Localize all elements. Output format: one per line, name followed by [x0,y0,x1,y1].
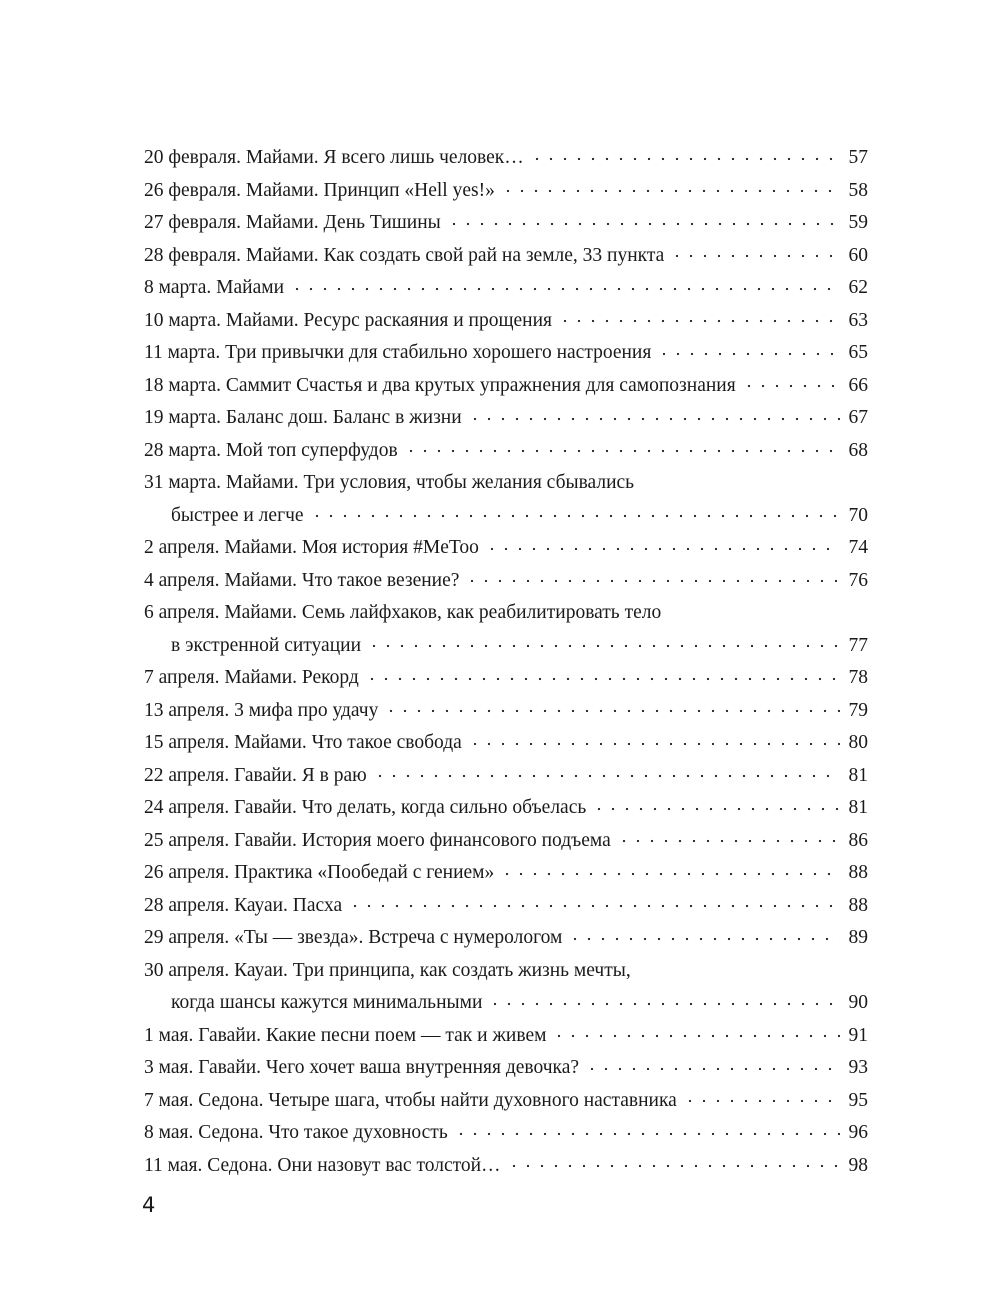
toc-entry-title: 27 февраля. Майами. День Тишины [144,212,441,233]
toc-entry [144,467,868,532]
toc-entry [144,857,868,890]
dot-leader [452,1122,840,1142]
dot-leader [365,634,840,654]
toc-entry-second-line [144,500,868,533]
toc-entry-continuation: в экстренной ситуации [171,634,362,656]
toc-entry-page: 81 [848,797,868,818]
toc-entry [144,142,868,175]
toc-entry-page: 76 [848,569,868,591]
dot-leader [556,309,840,329]
toc-entry-continuation: когда шансы кажутся минимальными [171,992,483,1013]
toc-entry-title: 10 марта. Майами. Ресурс раскаяния и прощения [144,309,552,331]
toc-entry-page: 96 [848,1122,868,1143]
toc-entry [144,890,868,923]
dot-leader [288,277,840,297]
toc-entry-page: 98 [848,1154,868,1176]
toc-entry-title: 30 апреля. Кауаи. Три принципа, как создать жизнь мечты, [144,959,631,981]
toc-entry-title: 18 марта. Саммит Счастья и два крутых упражнения для самопознания [144,374,736,396]
dot-leader [583,1057,840,1077]
dot-leader [590,797,840,817]
toc-entry-title: 28 февраля. Майами. Как создать свой рай на земле, 33 пункта [144,244,665,266]
toc-entry [144,435,868,468]
dot-leader [566,927,840,947]
toc-entry-page: 66 [848,374,868,396]
toc-entry-title: 11 марта. Три привычки для стабильно хорошего настроения [144,342,652,363]
toc-entry-page: 74 [848,537,868,558]
toc-entry-page: 89 [848,927,868,948]
toc-entry [144,532,868,565]
dot-leader [505,1154,840,1174]
toc-entry [144,565,868,598]
dot-leader [382,699,840,719]
dot-leader [615,829,840,849]
toc-entry-title: 7 мая. Седона. Четыре шага, чтобы найти духовного наставника [144,1089,677,1111]
toc-entry [144,662,868,695]
dot-leader [486,992,840,1012]
dot-leader [668,244,840,264]
toc-entry [144,597,868,662]
toc-entry [144,1052,868,1085]
dot-leader [346,894,840,914]
toc-entry [144,337,868,370]
dot-leader [499,179,840,199]
toc-entry [144,305,868,338]
toc-entry [144,175,868,208]
toc-entry [144,1085,868,1118]
toc-entry-page: 91 [848,1024,868,1046]
dot-leader [402,439,840,459]
toc-entry-title: 15 апреля. Майами. Что такое свобода [144,732,462,753]
toc-entry-page: 68 [848,439,868,461]
dot-leader [445,212,840,232]
toc-entry [144,825,868,858]
toc-entry-page: 58 [848,179,868,201]
toc-entry-page: 79 [848,699,868,721]
toc-entry-page: 62 [848,277,868,298]
dot-leader [466,732,840,752]
dot-leader [483,537,840,557]
toc-entry-first-line [144,955,868,988]
dot-leader [550,1024,840,1044]
toc-entry-page: 95 [848,1089,868,1111]
toc-entry-title: 3 мая. Гавайи. Чего хочет ваша внутренняя девочка? [144,1057,580,1078]
toc-entry-page: 80 [848,732,868,753]
toc-entry-title: 1 мая. Гавайи. Какие песни поем — так и живем [144,1024,547,1046]
toc-entry-page: 77 [848,634,868,656]
toc-entry-page: 57 [848,147,868,168]
table-of-contents [144,142,868,1182]
dot-leader [498,862,840,882]
toc-entry-page: 63 [848,309,868,331]
toc-entry [144,955,868,1020]
dot-leader [371,764,840,784]
dot-leader [740,374,840,394]
dot-leader [466,407,840,427]
toc-entry [144,792,868,825]
toc-entry-title: 22 апреля. Гавайи. Я в раю [144,764,367,786]
toc-entry-page: 70 [848,504,868,526]
toc-entry-first-line [144,597,868,630]
toc-entry-title: 29 апреля. «Ты — звезда». Встреча с нумерологом [144,927,563,948]
toc-entry [144,695,868,728]
toc-entry-title: 13 апреля. 3 мифа про удачу [144,699,379,721]
dot-leader [463,569,840,589]
toc-entry-page: 88 [848,862,868,883]
toc-entry [144,922,868,955]
toc-entry-title: 8 марта. Майами [144,277,285,298]
toc-entry-page: 65 [848,342,868,363]
toc-entry-title: 28 марта. Мой топ суперфудов [144,439,398,461]
toc-entry [144,760,868,793]
toc-entry-second-line [144,630,868,663]
toc-entry-title: 7 апреля. Майами. Рекорд [144,667,359,688]
toc-entry-title: 6 апреля. Майами. Семь лайфхаков, как реабилитировать тело [144,602,662,623]
toc-entry-title: 20 февраля. Майами. Я всего лишь человек… [144,147,524,168]
toc-entry-title: 4 апреля. Майами. Что такое везение? [144,569,460,591]
toc-entry-title: 24 апреля. Гавайи. Что делать, когда сильно объелась [144,797,587,818]
toc-entry [144,1117,868,1150]
toc-entry-title: 31 марта. Майами. Три условия, чтобы желания сбывались [144,472,635,493]
toc-entry-title: 26 февраля. Майами. Принцип «Hell yes!» [144,179,495,201]
toc-entry [144,402,868,435]
toc-entry [144,240,868,273]
toc-entry-page: 67 [848,407,868,428]
toc-entry-second-line [144,987,868,1020]
toc-entry-title: 19 марта. Баланс дош. Баланс в жизни [144,407,462,428]
dot-leader [308,504,840,524]
page-number: 4 [142,1193,156,1217]
dot-leader [681,1089,840,1109]
toc-entry-page: 60 [848,244,868,266]
toc-entry-page: 86 [848,829,868,851]
toc-entry-title: 26 апреля. Практика «Пообедай с гением» [144,862,495,883]
toc-entry-first-line [144,467,868,500]
toc-entry [144,1150,868,1183]
toc-entry [144,272,868,305]
toc-entry-page: 88 [848,894,868,916]
toc-entry-title: 25 апреля. Гавайи. История моего финансового подъема [144,829,611,851]
toc-entry-title: 8 мая. Седона. Что такое духовность [144,1122,448,1143]
toc-entry-continuation: быстрее и легче [171,504,304,526]
toc-entry [144,727,868,760]
toc-entry [144,370,868,403]
toc-entry-title: 11 мая. Седона. Они назовут вас толстой… [144,1154,501,1176]
toc-entry-page: 90 [848,992,868,1013]
toc-entry-page: 93 [848,1057,868,1078]
toc-entry [144,207,868,240]
dot-leader [363,667,840,687]
toc-entry-page: 81 [848,764,868,786]
toc-entry [144,1020,868,1053]
toc-entry-title: 2 апреля. Майами. Моя история #MeToo [144,537,479,558]
toc-entry-page: 59 [848,212,868,233]
toc-entry-title: 28 апреля. Кауаи. Пасха [144,894,343,916]
dot-leader [655,342,840,362]
toc-entry-page: 78 [848,667,868,688]
dot-leader [528,147,840,167]
